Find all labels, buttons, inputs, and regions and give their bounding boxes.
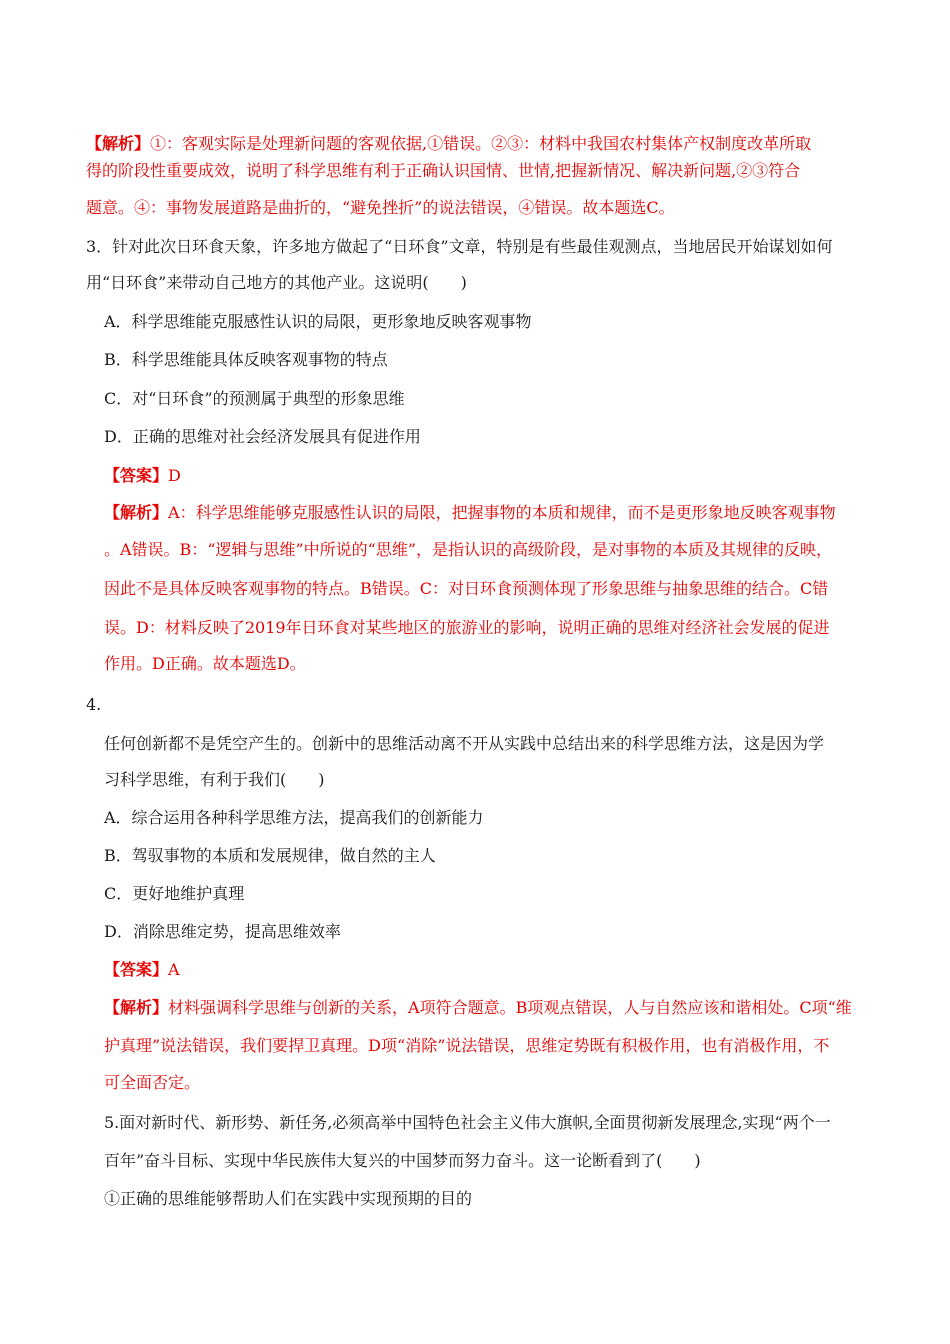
question-3-option-c: C．对“日环食”的预测属于典型的形象思维: [104, 389, 405, 408]
analysis-text: ①：客观实际是处理新问题的客观依据,①错误。②③：材料中我国农村集体产权制度改革所取: [150, 134, 812, 153]
question-4-stem: 任何创新都不是凭空产生的。创新中的思维活动离不开从实践中总结出来的科学思维方法，这是因为学: [104, 734, 825, 753]
analysis-line: 因此不是具体反映客观事物的特点。B错误。C：对日环食预测体现了形象思维与抽象思维的结合。C错: [104, 579, 829, 598]
question-4-stem: 习科学思维，有利于我们( ): [104, 770, 325, 789]
answer-value: A: [168, 960, 180, 979]
question-3-option-a: A．科学思维能克服感性认识的局限，更形象地反映客观事物: [104, 312, 532, 331]
analysis-line: 题意。④：事物发展道路是曲折的，“避免挫折”的说法错误，④错误。故本题选C。: [86, 198, 675, 217]
analysis-line: 作用。D正确。故本题选D。: [104, 654, 306, 673]
question-4-number: 4.: [86, 695, 102, 714]
question-3-analysis: [104, 502, 836, 524]
analysis-line: 。A错误。B：“逻辑与思维”中所说的“思维”，是指认识的高级阶段，是对事物的本质及其规律的反映，: [104, 540, 833, 559]
question-3-option-b: B．科学思维能具体反映客观事物的特点: [104, 350, 388, 369]
analysis-text: 材料强调科学思维与创新的关系，A项符合题意。B项观点错误，人与自然应该和谐相处。C项“维: [168, 998, 852, 1017]
analysis-text: A：科学思维能够克服感性认识的局限，把握事物的本质和规律，而不是更形象地反映客观事物: [168, 503, 836, 522]
analysis-line: [86, 133, 811, 155]
answer-tag: 【答案】: [104, 466, 169, 485]
question-5-stem: 百年”奋斗目标、实现中华民族伟大复兴的中国梦而努力奋斗。这一论断看到了( ): [104, 1151, 701, 1170]
question-5-stem: 5.面对新时代、新形势、新任务,必须高举中国特色社会主义伟大旗帜,全面贯彻新发展理念,实现“两个一: [104, 1113, 831, 1132]
question-4-option-a: A．综合运用各种科学思维方法，提高我们的创新能力: [104, 808, 484, 827]
question-3-stem: 用“日环食”来带动自己地方的其他产业。这说明( ): [86, 273, 467, 292]
analysis-tag: 【解析】: [104, 998, 169, 1017]
analysis-line: 护真理”说法错误，我们要捍卫真理。D项“消除”说法错误，思维定势既有积极作用，也有消极作用，不: [104, 1036, 830, 1055]
analysis-line: 可全面否定。: [104, 1073, 201, 1092]
question-5-option-1: ①正确的思维能够帮助人们在实践中实现预期的目的: [104, 1189, 473, 1208]
question-4-option-b: B．驾驭事物的本质和发展规律，做自然的主人: [104, 846, 436, 865]
question-4-option-c: C．更好地维护真理: [104, 884, 245, 903]
question-4-option-d: D．消除思维定势，提高思维效率: [104, 922, 341, 941]
question-3-option-d: D．正确的思维对社会经济发展具有促进作用: [104, 427, 421, 446]
analysis-tag: 【解析】: [86, 134, 151, 153]
answer-value: D: [168, 466, 181, 485]
analysis-line: 得的阶段性重要成效，说明了科学思维有利于正确认识国情、世情,把握新情况、解决新问题,②③符合: [86, 161, 801, 180]
analysis-line: 误。D：材料反映了2019年日环食对某些地区的旅游业的影响，说明正确的思维对经济社会发展的促进: [104, 618, 830, 637]
question-4-analysis: [104, 997, 852, 1019]
question-4-answer: [104, 959, 180, 981]
answer-tag: 【答案】: [104, 960, 169, 979]
question-3-answer: [104, 465, 181, 487]
question-3-stem: 3．针对此次日环食天象，许多地方做起了“日环食”文章，特别是有些最佳观测点，当地居民开始谋划如何: [86, 237, 833, 256]
analysis-tag: 【解析】: [104, 503, 169, 522]
